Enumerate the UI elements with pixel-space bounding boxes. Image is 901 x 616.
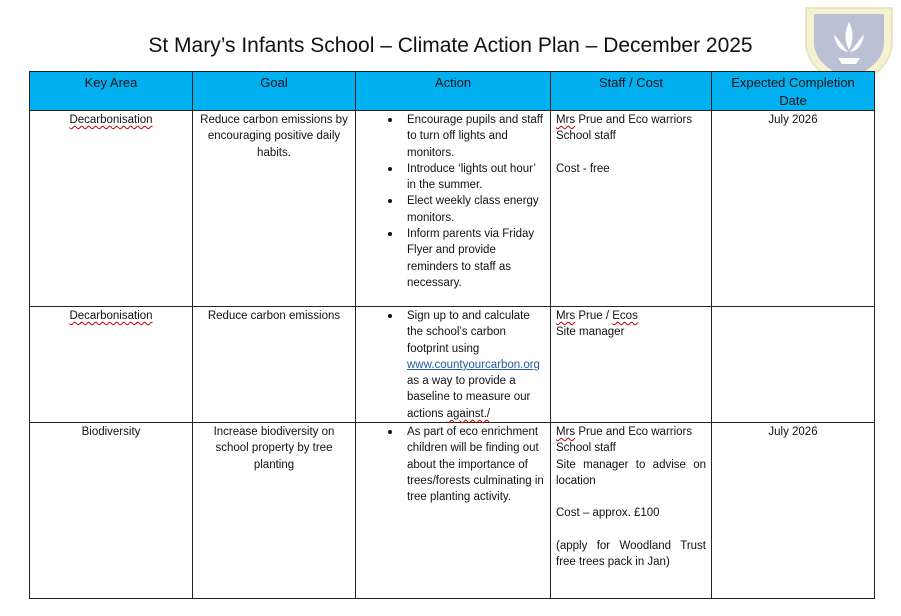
staff-cost-cell: [551, 111, 712, 307]
action-cell: [356, 423, 551, 599]
table-row: [30, 111, 875, 307]
list-item: Inform parents via Friday Flyer and provide reminders to staff as necessary.: [407, 226, 545, 291]
header-expected-completion-date: Expected Completion Date: [712, 72, 875, 111]
goal-cell: Increase biodiversity on school property by tree planting: [193, 423, 356, 599]
staff-name: Prue and Eco warriors: [575, 114, 693, 126]
countyourcarbon-link[interactable]: www.countyourcarbon.org: [407, 358, 540, 371]
action-list: [361, 424, 545, 505]
staff-ecos: Ecos: [612, 310, 638, 322]
action-cell: [356, 307, 551, 423]
list-item: Encourage pupils and staff to turn off lights and monitors.: [407, 112, 545, 161]
table-header-row: [30, 72, 875, 111]
list-item: As part of eco enrichment children will be finding out about the importance of trees/forests culminating in tree planting activity.: [407, 424, 545, 505]
staff-cost-cell: [551, 423, 712, 599]
list-item: Sign up to and calculate the school’s carbon footprint using www.countyourcarbon.org as a way to provide a baseline to measure our actions against./: [407, 308, 545, 422]
staff-title: Mrs: [556, 114, 576, 126]
staff-title: Mrs: [556, 426, 576, 439]
action-list: [361, 112, 545, 291]
staff-cost-cell: Mrs Prue / Ecos Site manager: [551, 307, 712, 423]
action-plan-table: [29, 71, 875, 599]
staff-line: Site manager: [556, 326, 625, 339]
key-area-cell: Decarbonisation: [69, 310, 153, 322]
staff-name: Prue and Eco warriors: [575, 426, 693, 439]
page-title: St Mary’s Infants School – Climate Action Plan – December 2025: [148, 34, 753, 57]
completion-date-cell: July 2026: [712, 111, 875, 307]
table-row: [30, 307, 875, 423]
action-cell: [356, 111, 551, 307]
completion-date-cell: [712, 307, 875, 423]
goal-cell: Reduce carbon emissions: [193, 307, 356, 423]
cost-text: Cost - free: [556, 162, 610, 175]
completion-date-cell: July 2026: [712, 423, 875, 599]
staff-line: School staff: [556, 130, 616, 143]
list-item: Introduce ‘lights out hour’ in the summer.: [407, 161, 545, 194]
list-item: Elect weekly class energy monitors.: [407, 193, 545, 226]
header-staff-cost: Staff / Cost: [551, 72, 712, 111]
table-row: [30, 423, 875, 599]
header-action: Action: [356, 72, 551, 111]
action-list: [361, 308, 545, 422]
key-area-cell: Decarbonisation: [69, 114, 153, 126]
cost-note: (apply for Woodland Trust free trees pack in Jan): [556, 539, 706, 568]
staff-line: Site manager to advise on location: [556, 458, 706, 487]
header-goal: Goal: [193, 72, 356, 111]
staff-line: School staff: [556, 442, 616, 455]
goal-cell: Reduce carbon emissions by encouraging positive daily habits.: [193, 111, 356, 307]
key-area-cell: Biodiversity: [30, 423, 193, 599]
header-key-area: Key Area: [30, 72, 193, 111]
cost-text: Cost – approx. £100: [556, 507, 660, 520]
staff-title: Mrs: [556, 310, 576, 322]
